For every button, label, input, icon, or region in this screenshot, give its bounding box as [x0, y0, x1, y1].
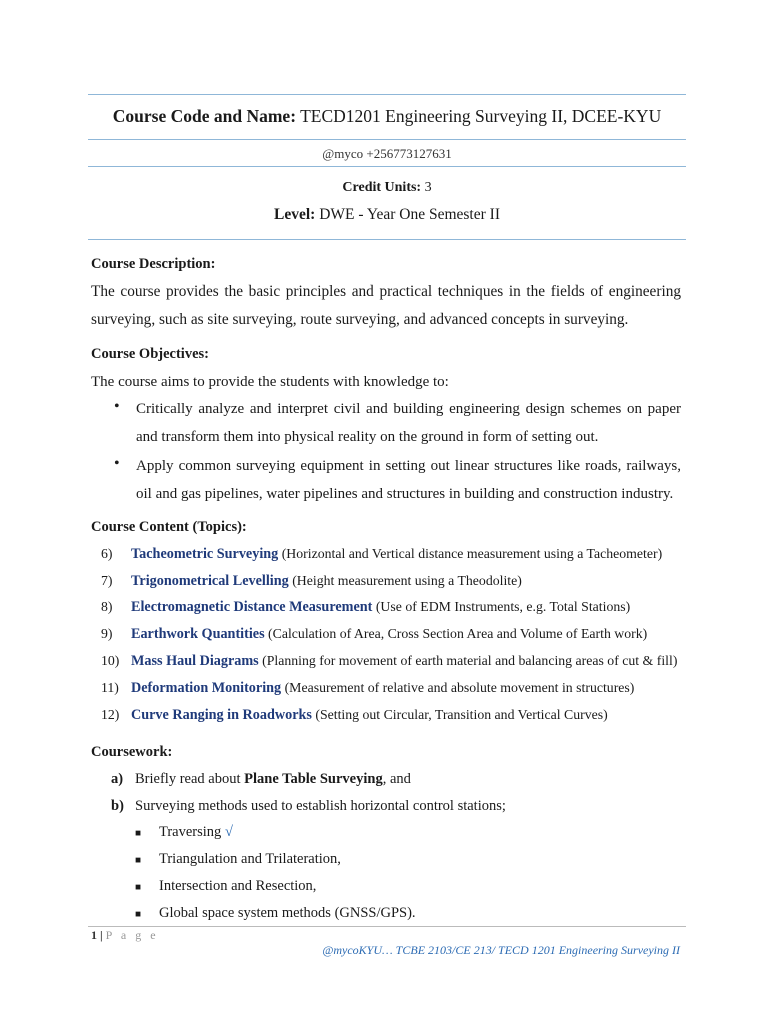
- credit-units: [88, 180, 686, 196]
- method-text: Triangulation and Trilateration,: [159, 851, 341, 867]
- topic-item: [101, 546, 662, 563]
- title-rule: [88, 139, 686, 140]
- coursework-b-text: Surveying methods used to establish horizontal control stations;: [135, 798, 506, 814]
- course-title: [88, 106, 686, 127]
- topic-number: 11): [101, 680, 119, 695]
- topic-desc: (Setting out Circular, Transition and Vertical Curves): [311, 707, 608, 722]
- topic-desc: (Measurement of relative and absolute movement in structures): [281, 680, 635, 695]
- description-text: The course provides the basic principles and practical techniques in the fields of engineering surveying, such as site surveying, route surveying, and advanced concepts in surveying.: [91, 283, 681, 328]
- square-bullet-icon: ■: [135, 909, 142, 920]
- objective-item: Critically analyze and interpret civil and building engineering design schemes on paper and transform them into physical reality on the ground in form of setting out.: [136, 401, 681, 445]
- coursework-item-b: [111, 798, 506, 815]
- coursework-label: a): [111, 771, 124, 787]
- page-footer: [91, 928, 159, 943]
- contact-line: @myco +256773127631: [322, 146, 452, 161]
- level-label: Level:: [274, 206, 316, 223]
- page-separator: |: [97, 928, 106, 942]
- coursework-label: b): [111, 798, 124, 814]
- topic-name: Tacheometric Surveying: [131, 546, 279, 562]
- footer-rule: [88, 926, 686, 927]
- method-text: Global space system methods (GNSS/GPS).: [159, 905, 416, 921]
- checkmark-icon: √: [224, 824, 233, 840]
- topic-desc: (Use of EDM Instruments, e.g. Total Stations): [372, 599, 631, 614]
- coursework-a-pre: Briefly read about: [135, 771, 245, 787]
- method-item: [159, 851, 341, 868]
- method-item: [159, 905, 416, 922]
- square-bullet-icon: ■: [135, 828, 142, 839]
- contact-rule: [88, 166, 686, 167]
- square-bullet-icon: ■: [135, 855, 142, 866]
- topic-name: Curve Ranging in Roadworks: [131, 707, 312, 723]
- topic-item: [101, 599, 630, 616]
- bullet-icon: •: [114, 455, 120, 472]
- topic-item: [101, 653, 677, 670]
- description-heading: Course Description:: [91, 256, 216, 272]
- content-heading: Course Content (Topics):: [91, 519, 247, 535]
- topic-desc: (Planning for movement of earth material and balancing areas of cut & fill): [258, 653, 678, 668]
- page-number: 1: [91, 928, 97, 942]
- level: [88, 206, 686, 224]
- level-rule: [88, 239, 686, 240]
- course-title-value: TECD1201 Engineering Surveying II, DCEE-KYU: [300, 106, 662, 126]
- credit-units-label: Credit Units:: [342, 180, 422, 195]
- topic-name: Electromagnetic Distance Measurement: [131, 599, 373, 615]
- topic-item: [101, 626, 647, 643]
- coursework-a-bold: Plane Table Surveying: [244, 771, 383, 787]
- method-item: [159, 878, 316, 895]
- level-value: DWE - Year One Semester II: [319, 206, 500, 223]
- page-word: P a g e: [105, 928, 159, 942]
- square-bullet-icon: ■: [135, 882, 142, 893]
- topic-number: 8): [101, 599, 113, 614]
- credit-units-value: 3: [424, 180, 432, 195]
- topic-item: [101, 573, 522, 590]
- coursework-a-post: , and: [382, 771, 411, 787]
- method-text: Intersection and Resection,: [159, 878, 317, 894]
- objectives-heading: Course Objectives:: [91, 346, 209, 362]
- topic-number: 12): [101, 707, 120, 722]
- coursework-heading: Coursework:: [91, 744, 173, 760]
- bullet-icon: •: [114, 398, 120, 415]
- objective-item: Apply common surveying equipment in setting out linear structures like roads, railways, oil and gas pipelines, water pipelines and structures in building and construction industry.: [136, 458, 681, 502]
- footer-course-ref: @mycoKYU… TCBE 2103/CE 213/ TECD 1201 Engineering Surveying II: [322, 943, 680, 957]
- topic-name: Trigonometrical Levelling: [131, 573, 289, 589]
- topic-item: [101, 680, 634, 697]
- topic-name: Earthwork Quantities: [131, 626, 265, 642]
- coursework-item-a: [111, 771, 411, 788]
- topic-item: [101, 707, 608, 724]
- method-text: Traversing: [159, 824, 225, 840]
- topic-desc: (Calculation of Area, Cross Section Area and Volume of Earth work): [264, 626, 648, 641]
- topic-number: 6): [101, 546, 113, 561]
- top-rule: [88, 94, 686, 95]
- topic-number: 7): [101, 573, 113, 588]
- topic-number: 9): [101, 626, 113, 641]
- course-title-label: Course Code and Name:: [112, 106, 297, 126]
- topic-number: 10): [101, 653, 120, 668]
- topic-desc: (Horizontal and Vertical distance measurement using a Tacheometer): [278, 546, 663, 561]
- topic-name: Deformation Monitoring: [131, 680, 282, 696]
- topic-desc: (Height measurement using a Theodolite): [288, 573, 522, 588]
- topic-name: Mass Haul Diagrams: [131, 653, 259, 669]
- method-item: [159, 824, 233, 841]
- objectives-intro: The course aims to provide the students with knowledge to:: [91, 374, 449, 390]
